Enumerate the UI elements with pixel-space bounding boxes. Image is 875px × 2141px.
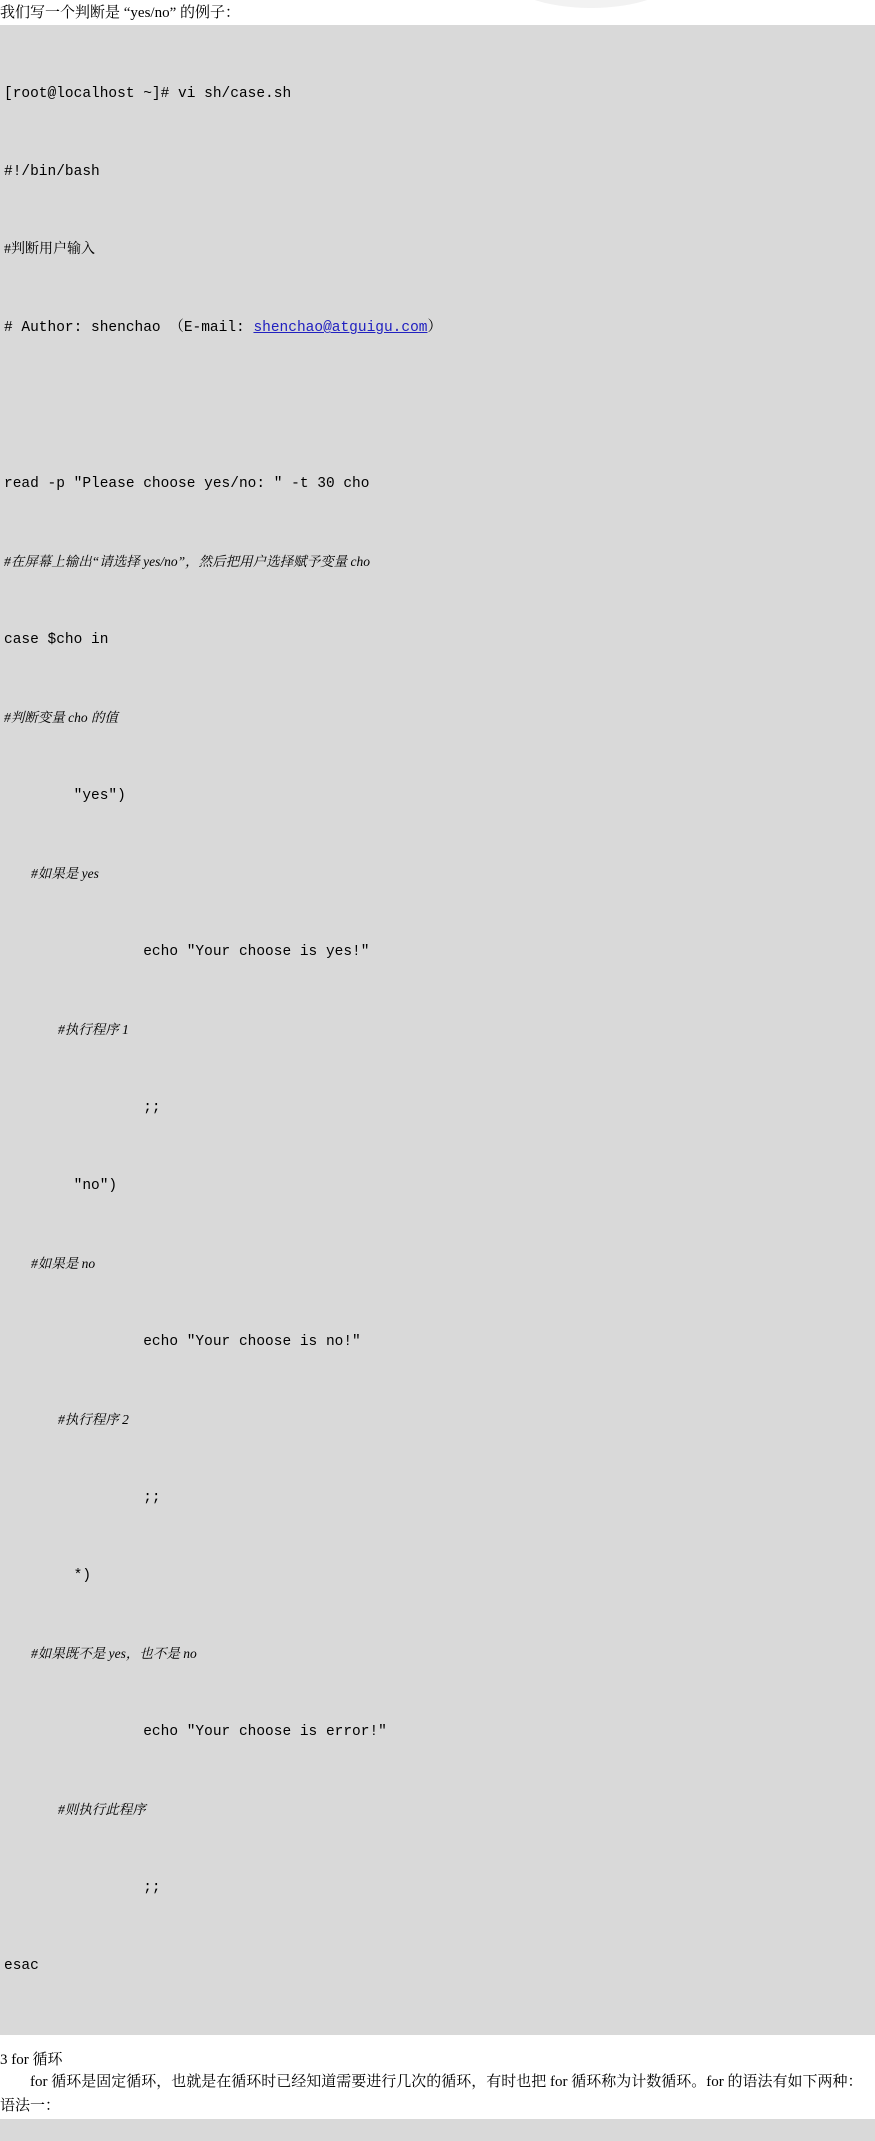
- for-loop-section: [0, 2049, 875, 2141]
- code-line: #判断用户输入: [4, 242, 95, 257]
- email-link[interactable]: shenchao@atguigu.com: [253, 320, 428, 336]
- code-comment: #在屏幕上输出“请选择 yes/no”，然后把用户选择赋予变量 cho: [4, 554, 370, 569]
- code-comment: #如果是 yes: [4, 866, 99, 881]
- code-line: ;;: [4, 1100, 161, 1116]
- author-prefix: # Author: shenchao （E-mail:: [4, 320, 254, 336]
- code-block-placeholder: [0, 2119, 875, 2141]
- code-comment: #则执行此程序: [4, 1802, 146, 1817]
- code-comment: #如果是 no: [4, 1256, 96, 1271]
- code-comment: #如果既不是 yes，也不是 no: [4, 1646, 197, 1661]
- author-suffix: ）: [427, 320, 442, 336]
- code-line: read -p "Please choose yes/no: " -t 30 cho: [4, 476, 370, 492]
- code-line: echo "Your choose is error!": [4, 1724, 387, 1740]
- code-line: ;;: [4, 1490, 161, 1506]
- section-heading: 3 for 循环: [0, 2052, 63, 2068]
- code-line: *): [4, 1568, 92, 1584]
- code-comment: #执行程序 1: [4, 1022, 129, 1037]
- code-line: "no"): [4, 1178, 118, 1194]
- code-line-blank: [0, 393, 875, 419]
- code-line-author: [0, 315, 875, 341]
- code-block-case-example: [0, 25, 875, 2035]
- intro-paragraph: 我们写一个判断是 “yes/no” 的例子：: [0, 5, 240, 21]
- code-line: "yes"): [4, 788, 126, 804]
- code-line: esac: [4, 1958, 39, 1974]
- code-line: [root@localhost ~]# vi sh/case.sh: [4, 86, 292, 102]
- code-comment: #判断变量 cho 的值: [4, 710, 118, 725]
- section-paragraph: for 循环是固定循环，也就是在循环时已经知道需要进行几次的循环，有时也把 for 循环称为计数循环。for 的语法有如下两种：: [30, 2074, 863, 2090]
- code-line: #!/bin/bash: [4, 164, 100, 180]
- code-line: echo "Your choose is yes!": [4, 944, 370, 960]
- code-line: case $cho in: [4, 632, 109, 648]
- subsection-label: 语法一：: [0, 2098, 61, 2114]
- code-line: ;;: [4, 1880, 161, 1896]
- code-line: echo "Your choose is no!": [4, 1334, 361, 1350]
- code-comment: #执行程序 2: [4, 1412, 129, 1427]
